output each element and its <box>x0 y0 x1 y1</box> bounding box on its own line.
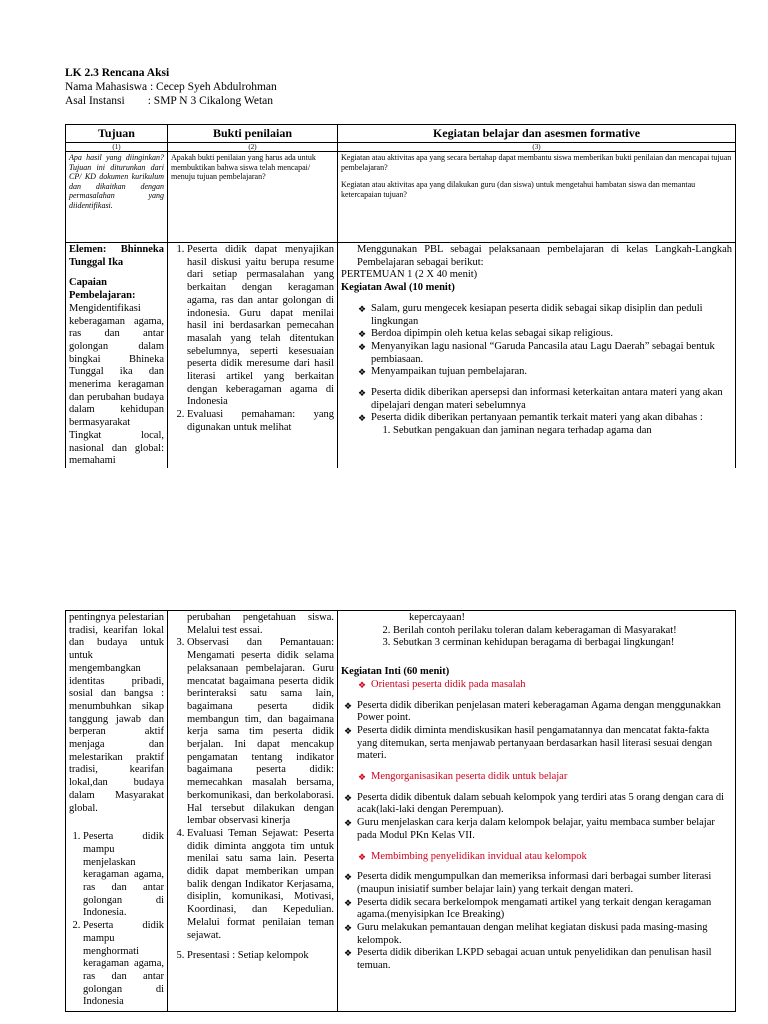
pemantik-continued: kepercayaan! <box>409 612 465 623</box>
pemantik-item: 1. Sebutkan pengakuan dan jaminan negara terhadap agama dan <box>393 425 732 438</box>
awal-item: ❖ Berdoa dipimpin oleh ketua kelas sebagai sikap religious. <box>371 328 732 341</box>
step-item: ❖ Peserta didik secara berkelompok mengamati artikel yang terkait dengan keragaman agama.(menyisipkan Ice Breaking) <box>357 897 732 922</box>
document-title: LK 2.3 Rencana Aksi <box>65 67 170 79</box>
prompt-kegiatan-2: Kegiatan atau aktivitas apa yang dilakukan guru (dan siswa) untuk mengetahui hambatan siswa dan memantau ketercapaian tujuan? <box>341 180 696 199</box>
prompt-kegiatan-1: Kegiatan atau aktivitas apa yang secara bertahap dapat membantu siswa memberikan bukti penilaian dan mencapai tujuan pembelajaran? <box>341 153 732 172</box>
col-number: (2) <box>168 143 338 152</box>
tujuan-continued-text: pentingnya pelestarian tradisi, kearifan lokal dan budaya untuk untuk mengembangkan identitas pribadi, sosial dan bangsa : menumbuhkan sikap tanggung jawab dan berperan aktif menjaga dan melestarikan praktif tradisi, kearifan lokal,dan budaya dalam Masyarakat global. <box>69 612 164 814</box>
bukti-cell <box>168 243 338 470</box>
kegiatan-cell <box>338 243 736 470</box>
step-item: ❖ Peserta didik diminta mendiskusikan hasil pengamatannya dan mencatat fakta-fakta yang ditemukan, serta menjawab pertanyaan berdasarkan hasil literasi sesuai dengan materi. <box>357 725 732 763</box>
kegiatan-cell <box>338 611 736 1012</box>
kegiatan-intro: Menggunakan PBL sebagai pelaksanaan pembelajaran di kelas Langkah-Langkah Pembelajaran sebagai berikut: <box>357 244 732 268</box>
prompt-bukti: Apakah bukti penilaian yang harus ada untuk membuktikan bahwa siswa telah mencapai/ menuju tujuan pembelajaran? <box>168 152 338 243</box>
action-plan-table-continued <box>65 610 736 1012</box>
kegiatan-inti-title: Kegiatan Inti (60 menit) <box>341 666 450 678</box>
capaian-label: Capaian Pembelajaran: <box>69 277 136 302</box>
awal-item: ❖ Menyampaikan tujuan pembelajaran. <box>371 366 732 379</box>
pemantik-item: 3. Sebutkan 3 cerminan kehidupan beragama di berbagai lingkungan! <box>393 637 732 650</box>
tujuan-cell <box>66 611 168 1012</box>
document-page-1 <box>0 0 768 468</box>
action-plan-table <box>65 124 736 470</box>
bukti-item: 5. Presentasi : Setiap kelompok <box>187 950 334 963</box>
apersepsi-item: ❖ Peserta didik diberikan pertanyaan pemantik terkait materi yang akan dibahas : <box>371 412 732 425</box>
step-item: ❖ Peserta didik mengumpulkan dan memeriksa informasi dari berbagai sumber literasi (maupun inisiatif sumber belajar lain) yang terkait dengan materi. <box>357 871 732 896</box>
document-page-2 <box>0 598 768 1024</box>
awal-item: ❖ Menyanyikan lagu nasional “Garuda Pancasila atau Lagu Daerah” sebagai bentuk pembiasaan. <box>371 341 732 366</box>
step-item: ❖ Guru melakukan pemantauan dengan melihat kegiatan diskusi pada masing-masing kelompok. <box>357 922 732 947</box>
tujuan-item: 1. Peserta didik mampu menjelaskan keragaman agama, ras dan antar golongan di Indonesia. <box>83 831 164 920</box>
step-item: ❖ Peserta didik diberikan penjelasan materi keberagaman Agama dengan menggunakkan Power point. <box>357 700 732 725</box>
bukti-item: 2. Evaluasi pemahaman: yang digunakan untuk melihat <box>187 409 334 434</box>
institution: Asal Instansi : SMP N 3 Cikalong Wetan <box>65 95 273 107</box>
col-header-kegiatan: Kegiatan belajar dan asesmen formative <box>338 125 736 143</box>
bukti-item: 1. Peserta didik dapat menyajikan hasil diskusi yaitu berupa resume dari setiap permasalahan yang berkaitan dengan keragaman agama, ras dan antar golongan di indonesia. Guru dapat menilai hasil ini berdasarkan pemecahan masalah yang telah ditentukan sebelumnya, seperti kesesuaian peserta didik meresume dari hasil literasi artikel yang berkaitan dengan keberagaman agama di Indonesia <box>187 244 334 409</box>
col-number: (3) <box>338 143 736 152</box>
apersepsi-item: ❖ Peserta didik diberikan apersepsi dan informasi keterkaitan antara materi yang akan dipelajari dengan materi sebelumnya <box>371 387 732 412</box>
elemen-text: Elemen: Bhinneka Tunggal Ika <box>69 244 164 268</box>
prompt-kegiatan <box>338 152 736 243</box>
step-item: ❖ Peserta didik diberikan LKPD sebagai acuan untuk penyelidikan dan penulisan hasil temuan. <box>357 947 732 972</box>
col-header-bukti: Bukti penilaian <box>168 125 338 143</box>
tujuan-item: 2. Peserta didik mampu menghormati keragaman agama, ras dan antar golongan di Indonesia <box>83 920 164 1009</box>
step-orientasi: ❖ Orientasi peserta didik pada masalah <box>371 679 732 692</box>
document-header <box>65 66 277 108</box>
awal-item: ❖ Salam, guru mengecek kesiapan peserta didik sebagai sikap disiplin dan peduli lingkungan <box>371 303 732 328</box>
step-membimbing: ❖ Membimbing penyelidikan invidual atau kelompok <box>371 851 732 864</box>
pemantik-item: 2. Berilah contoh perilaku toleran dalam keberagaman di Masyarakat! <box>393 625 732 638</box>
capaian-text: Mengidentifikasi keberagaman agama, ras dan antar golongan dalam bingkai Bhineka Tunggal ika dan menerima keragaman dan perubahan budaya dalam kehidupan bermasyarakat Tingkat local, nasional dan global: memahami <box>69 302 164 467</box>
kegiatan-awal-title: Kegiatan Awal (10 menit) <box>341 282 455 294</box>
bukti-item: 4. Evaluasi Teman Sejawat: Peserta didik diminta anggota tim untuk menilai satu sama lain. Peserta didik dapat memberikan umpan balik dengan Indikator Kerjasama, disiplin, komunikasi, Motivasi, Koordinasi, dan Kepedulian. Melalui format penilaian teman sejawat. <box>187 828 334 942</box>
student-name: Nama Mahasiswa : Cecep Syeh Abdulrohman <box>65 81 277 93</box>
col-header-tujuan: Tujuan <box>66 125 168 143</box>
tujuan-cell <box>66 243 168 470</box>
step-mengorganisasikan: ❖ Mengorganisasikan peserta didik untuk belajar <box>371 771 732 784</box>
page-gap <box>0 468 768 598</box>
step-item: ❖ Peserta didik dibentuk dalam sebuah kelompok yang terdiri atas 5 orang dengan cara di acak(laki-laki dengan Perempuan). <box>357 792 732 817</box>
bukti-cell <box>168 611 338 1012</box>
bukti-continued: perubahan pengetahuan siswa. Melalui test essai. <box>187 612 334 636</box>
col-number: (1) <box>66 143 168 152</box>
prompt-tujuan: Apa hasil yang diinginkan? Tujuan ini diturunkan dari CP/ KD dokumen kurikulum dan dikaitkan dengan permasalahan yang diidentifikasi. <box>66 152 168 243</box>
pertemuan-label: PERTEMUAN 1 (2 X 40 menit) <box>341 269 478 281</box>
bukti-item: 3. Observasi dan Pemantauan: Mengamati peserta didik selama pelaksanaan pembelajaran. Guru mencatat bagaimana peserta didik berinteraksi satu sama lain, bagaimana peserta didik membangun tim, dan bagaimana kerja sama tim peserta didik berjalan. Ini dapat mencakup pengamatan tentang indikator bagaimana peserta didik: memecahkan masalah bersama, berkomunikasi, dan berkolaborasi. Hal tersebut dilakukan dengan lembar observasi kinerja <box>187 637 334 828</box>
step-item: ❖ Guru menjelaskan cara kerja dalam kelompok belajar, yaitu membaca sumber belajar pada Modul PKn Kelas VII. <box>357 817 732 842</box>
